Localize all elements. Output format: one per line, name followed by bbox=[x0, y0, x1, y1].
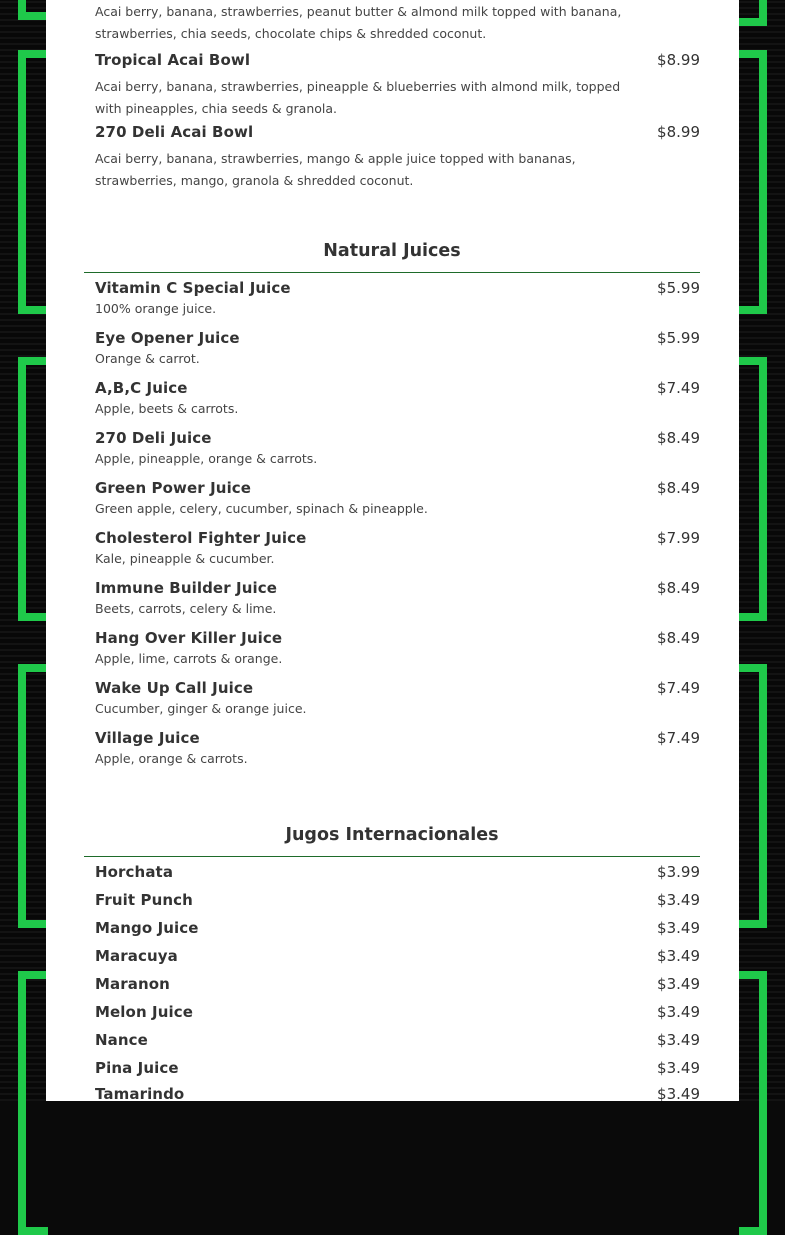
menu-item[interactable] bbox=[84, 975, 700, 993]
right-frame-decoration bbox=[739, 357, 767, 621]
item-description: Green apple, celery, cucumber, spinach & pineapple. bbox=[95, 501, 428, 516]
item-description: Cucumber, ginger & orange juice. bbox=[95, 701, 307, 716]
item-price: $3.49 bbox=[657, 1085, 700, 1101]
right-frame-decoration bbox=[739, 664, 767, 928]
item-name: Hang Over Killer Juice bbox=[95, 629, 283, 647]
item-name: Cholesterol Fighter Juice bbox=[95, 529, 307, 547]
item-description: 100% orange juice. bbox=[95, 301, 217, 316]
item-price: $8.99 bbox=[657, 51, 700, 69]
menu-item[interactable] bbox=[84, 729, 700, 770]
item-name: A,B,C Juice bbox=[95, 379, 188, 397]
item-price: $3.49 bbox=[657, 919, 700, 937]
item-name: 270 Deli Juice bbox=[95, 429, 212, 447]
menu-item[interactable] bbox=[84, 679, 700, 720]
item-description: Acai berry, banana, strawberries, mango & apple juice topped with bananas, strawberries, mango, granola & shredded coconut. bbox=[95, 151, 576, 188]
menu-item[interactable] bbox=[84, 891, 700, 909]
menu-item[interactable] bbox=[84, 429, 700, 470]
item-name: Green Power Juice bbox=[95, 479, 252, 497]
item-price: $7.49 bbox=[657, 729, 700, 747]
item-price: $5.99 bbox=[657, 329, 700, 347]
item-description: Apple, orange & carrots. bbox=[95, 751, 248, 766]
menu-item[interactable] bbox=[84, 1031, 700, 1049]
left-frame-decoration bbox=[18, 357, 48, 621]
item-price: $3.49 bbox=[657, 1031, 700, 1049]
menu-item[interactable] bbox=[84, 863, 700, 881]
section-divider bbox=[84, 272, 700, 273]
item-description: Acai berry, banana, strawberries, peanut butter & almond milk topped with banana, strawberries, chia seeds, chocolate chips & shredded coconut. bbox=[95, 4, 622, 41]
menu-item[interactable] bbox=[84, 51, 700, 120]
menu-item[interactable] bbox=[84, 1085, 700, 1101]
item-price: $7.99 bbox=[657, 529, 700, 547]
item-name: Wake Up Call Juice bbox=[95, 679, 254, 697]
item-name: Melon Juice bbox=[95, 1003, 194, 1021]
item-name: Tamarindo bbox=[95, 1085, 185, 1101]
item-description: Apple, pineapple, orange & carrots. bbox=[95, 451, 318, 466]
item-price: $3.99 bbox=[657, 863, 700, 881]
item-name: Pina Juice bbox=[95, 1059, 179, 1077]
menu-item[interactable] bbox=[84, 579, 700, 620]
item-description: Apple, beets & carrots. bbox=[95, 401, 239, 416]
section-title-jugos-internacionales: Jugos Internacionales bbox=[285, 825, 499, 845]
menu-item[interactable] bbox=[84, 379, 700, 420]
right-frame-decoration bbox=[739, 50, 767, 314]
item-name: Horchata bbox=[95, 863, 174, 881]
item-name: 270 Deli Acai Bowl bbox=[95, 123, 254, 141]
item-price: $3.49 bbox=[657, 975, 700, 993]
section-title-natural-juices: Natural Juices bbox=[323, 241, 461, 261]
item-description: Kale, pineapple & cucumber. bbox=[95, 551, 275, 566]
menu-item[interactable] bbox=[84, 947, 700, 965]
item-name: Tropical Acai Bowl bbox=[95, 51, 251, 69]
item-price: $8.49 bbox=[657, 479, 700, 497]
item-price: $3.49 bbox=[657, 947, 700, 965]
item-price: $7.49 bbox=[657, 379, 700, 397]
right-frame-decoration bbox=[739, 0, 767, 26]
item-name: Nance bbox=[95, 1031, 148, 1049]
item-name: Maracuya bbox=[95, 947, 178, 965]
item-price: $8.49 bbox=[657, 629, 700, 647]
menu-item[interactable] bbox=[84, 529, 700, 570]
item-price: $8.99 bbox=[657, 123, 700, 141]
item-price: $3.49 bbox=[657, 1003, 700, 1021]
item-price: $5.99 bbox=[657, 279, 700, 297]
item-description: Apple, lime, carrots & orange. bbox=[95, 651, 283, 666]
item-name: Vitamin C Special Juice bbox=[95, 279, 291, 297]
menu-item[interactable] bbox=[84, 279, 700, 320]
menu-page bbox=[46, 0, 739, 1101]
item-name: Village Juice bbox=[95, 729, 200, 747]
item-price: $7.49 bbox=[657, 679, 700, 697]
item-price: $3.49 bbox=[657, 1059, 700, 1077]
menu-item[interactable] bbox=[84, 1, 700, 45]
menu-item[interactable] bbox=[84, 919, 700, 937]
item-price: $3.49 bbox=[657, 891, 700, 909]
menu-item[interactable] bbox=[84, 479, 700, 520]
menu-item[interactable] bbox=[84, 1059, 700, 1077]
menu-item[interactable] bbox=[84, 1003, 700, 1021]
right-frame-decoration bbox=[739, 971, 767, 1235]
item-name: Maranon bbox=[95, 975, 170, 993]
item-price: $8.49 bbox=[657, 579, 700, 597]
item-name: Mango Juice bbox=[95, 919, 199, 937]
item-description: Beets, carrots, celery & lime. bbox=[95, 601, 277, 616]
item-name: Immune Builder Juice bbox=[95, 579, 277, 597]
left-frame-decoration bbox=[18, 0, 48, 20]
left-frame-decoration bbox=[18, 50, 48, 314]
item-name: Fruit Punch bbox=[95, 891, 193, 909]
menu-item[interactable] bbox=[84, 123, 700, 192]
item-description: Orange & carrot. bbox=[95, 351, 200, 366]
left-frame-decoration bbox=[18, 971, 48, 1235]
item-description: Acai berry, banana, strawberries, pineapple & blueberries with almond milk, topped with pineapples, chia seeds & granola. bbox=[95, 79, 621, 116]
item-name: Eye Opener Juice bbox=[95, 329, 240, 347]
menu-item[interactable] bbox=[84, 629, 700, 670]
menu-item[interactable] bbox=[84, 329, 700, 370]
section-divider bbox=[84, 856, 700, 857]
left-frame-decoration bbox=[18, 664, 48, 928]
item-price: $8.49 bbox=[657, 429, 700, 447]
